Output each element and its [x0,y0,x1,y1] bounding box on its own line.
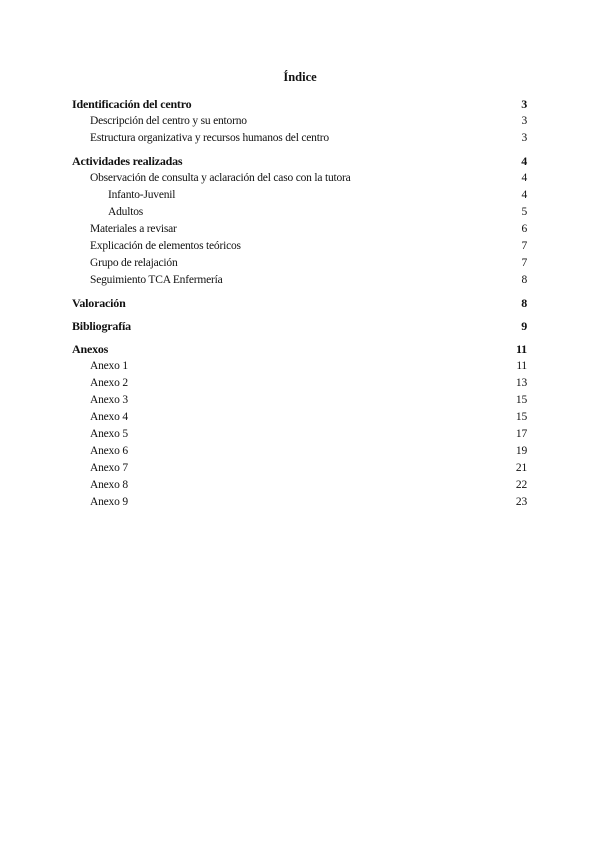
toc-entry-page: 8 [521,274,527,286]
toc-entry-page: 15 [515,411,527,423]
toc-entry-label: Valoración [72,296,126,310]
toc-entry-page: 4 [521,172,527,184]
toc-entry-label: Observación de consulta y aclaración del caso con la tutora [90,172,351,184]
toc-entry-descripcion[interactable] [72,113,527,130]
toc-entry-page: 3 [521,132,527,144]
toc-entry-estructura[interactable] [72,130,527,147]
toc-entry-valoracion[interactable] [72,295,527,312]
toc-entry-label: Anexo 7 [90,462,128,474]
toc-entry-page: 13 [515,377,527,389]
toc-entry-page: 6 [521,223,527,235]
toc-entry-anexo-8[interactable] [72,477,527,494]
toc-entry-label: Anexo 5 [90,428,128,440]
toc-entry-page: 11 [516,342,527,356]
toc-entry-identificacion[interactable] [72,96,527,113]
toc-entry-label: Grupo de relajación [90,257,178,269]
toc-entry-page: 3 [521,97,527,111]
toc-entry-page: 21 [515,462,527,474]
toc-entry-label: Anexo 3 [90,394,128,406]
page-title: Índice [283,70,317,84]
toc-entry-anexo-3[interactable] [72,392,527,409]
toc-entry-label: Estructura organizativa y recursos humanos del centro [90,132,329,144]
toc-entry-anexo-9[interactable] [72,494,527,511]
toc-entry-label: Bibliografía [72,319,131,333]
toc-entry-page: 22 [515,479,527,491]
toc-entry-label: Actividades realizadas [72,154,183,168]
toc-entry-page: 17 [515,428,527,440]
toc-entry-label: Anexo 1 [90,360,128,372]
toc-entry-page: 7 [521,257,527,269]
toc-entry-materiales[interactable] [72,221,527,238]
toc-entry-infanto[interactable] [72,187,527,204]
toc-entry-page: 3 [521,115,527,127]
table-of-contents [72,96,527,511]
toc-entry-label: Anexo 4 [90,411,128,423]
toc-entry-label: Anexo 8 [90,479,128,491]
toc-entry-observacion[interactable] [72,170,527,187]
toc-entry-label: Anexo 9 [90,496,128,508]
toc-entry-adultos[interactable] [72,204,527,221]
toc-entry-anexo-6[interactable] [72,443,527,460]
toc-entry-explicacion[interactable] [72,238,527,255]
toc-entry-anexo-4[interactable] [72,409,527,426]
toc-entry-actividades[interactable] [72,153,527,170]
toc-entry-page: 5 [521,206,527,218]
toc-entry-page: 11 [516,360,527,372]
toc-entry-page: 4 [521,154,527,168]
toc-entry-page: 8 [521,296,527,310]
toc-entry-label: Anexo 6 [90,445,128,457]
toc-entry-page: 7 [521,240,527,252]
toc-entry-page: 9 [521,319,527,333]
toc-entry-label: Explicación de elementos teóricos [90,240,241,252]
toc-entry-anexo-1[interactable] [72,358,527,375]
toc-entry-bibliografia[interactable] [72,318,527,335]
toc-entry-page: 15 [515,394,527,406]
toc-entry-anexo-2[interactable] [72,375,527,392]
toc-entry-seguimiento[interactable] [72,272,527,289]
toc-entry-anexo-5[interactable] [72,426,527,443]
toc-entry-label: Adultos [108,206,144,218]
toc-entry-label: Seguimiento TCA Enfermería [90,274,223,286]
toc-entry-page: 19 [515,445,527,457]
toc-entry-label: Anexo 2 [90,377,128,389]
toc-entry-label: Anexos [72,342,109,356]
toc-entry-anexos[interactable] [72,341,527,358]
toc-entry-page: 4 [521,189,527,201]
toc-entry-label: Infanto-Juvenil [108,189,176,201]
toc-entry-anexo-7[interactable] [72,460,527,477]
toc-entry-label: Materiales a revisar [90,223,177,235]
toc-entry-label: Descripción del centro y su entorno [90,115,247,127]
toc-entry-label: Identificación del centro [72,97,192,111]
toc-entry-page: 23 [515,496,527,508]
toc-entry-grupo[interactable] [72,255,527,272]
